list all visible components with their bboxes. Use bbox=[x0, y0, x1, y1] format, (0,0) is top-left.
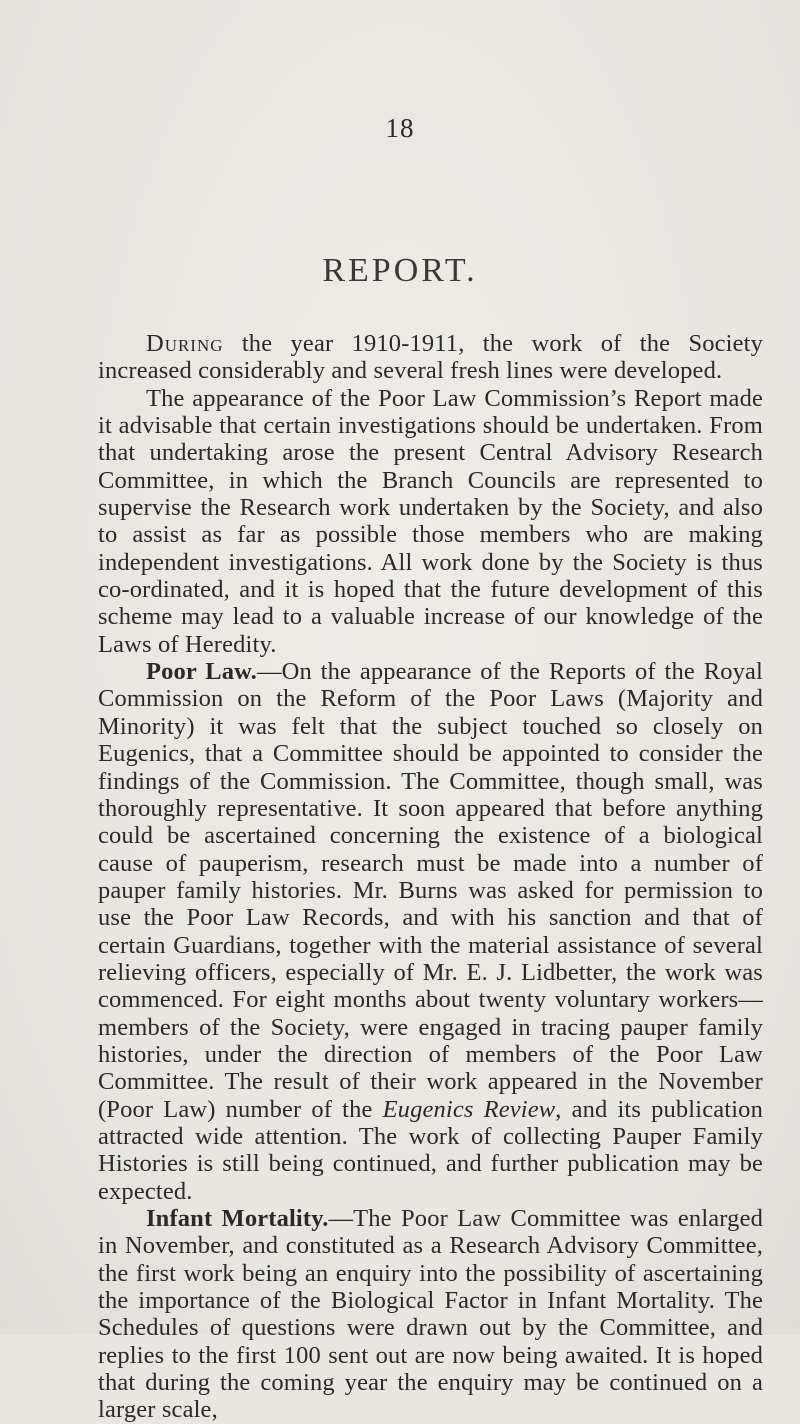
page-title: REPORT. bbox=[322, 252, 478, 289]
page-number: 18 bbox=[385, 113, 415, 143]
section-heading-poor-law: Poor Law. bbox=[146, 658, 257, 686]
paragraph-text: The appearance of the Poor Law Commission’s Report made it advisable that certain investigations should be undertaken. From that undertaking arose the present Central Advisory Research Committee, in which the Branch Councils are represented to supervise the Research work undertaken by the Society, and also to assist as far as possible those members who are making independent investigations. All work done by the Society is thus co-ordinated, and it is hoped that the future development of this scheme may lead to a valuable increase of our knowledge of the Laws of Heredity. bbox=[98, 384, 763, 658]
paragraph-commission bbox=[98, 385, 763, 658]
paragraph-poor-law bbox=[98, 658, 763, 1205]
paragraph-intro bbox=[98, 330, 763, 385]
paragraph-infant-mortality bbox=[98, 1205, 763, 1424]
drop-lead-word: During bbox=[146, 330, 224, 357]
report-body bbox=[98, 330, 763, 1424]
journal-title: Eugenics Review bbox=[382, 1095, 556, 1123]
paragraph-text: , and its publication attracted wide attention. The work of collecting Pauper Family Histories is still being continued, and further publication may be expected. bbox=[98, 1095, 763, 1205]
paragraph-text: —On the appearance of the Reports of the Royal Commission on the Reform of the Poor Laws (Majority and Minority) it was felt that the subject touched so closely on Eugenics, that a Committee should be appointed to consider the findings of the Commission. The Committee, though small, was thoroughly representative. It soon appeared that before anything could be ascertained concerning the existence of a biological cause of pauperism, research must be made into a number of pauper family histories. Mr. Burns was asked for permission to use the Poor Law Records, and with his sanction and that of certain Guardians, together with the material assistance of several relieving officers, especially of Mr. E. J. Lidbetter, the work was commenced. For eight months about twenty voluntary workers—members of the Society, were engaged in tracing pauper family histories, under the direction of members of the Poor Law Committee. The result of their work appeared in the November (Poor Law) number of the bbox=[98, 658, 763, 1123]
paragraph-text: the year 1910-1911, the work of the Society increased considerably and several fresh lines were developed. bbox=[98, 330, 763, 385]
paragraph-text: —The Poor Law Committee was enlarged in November, and constituted as a Research Advisory Committee, the first work being an enquiry into the possibility of ascertaining the importance of the Biological Factor in Infant Mortality. The Schedules of questions were drawn out by the Committee, and replies to the first 100 sent out are now being awaited. It is hoped that during the coming year the enquiry may be continued on a larger scale, bbox=[98, 1205, 763, 1424]
section-heading-infant-mortality: Infant Mortality. bbox=[146, 1205, 329, 1232]
